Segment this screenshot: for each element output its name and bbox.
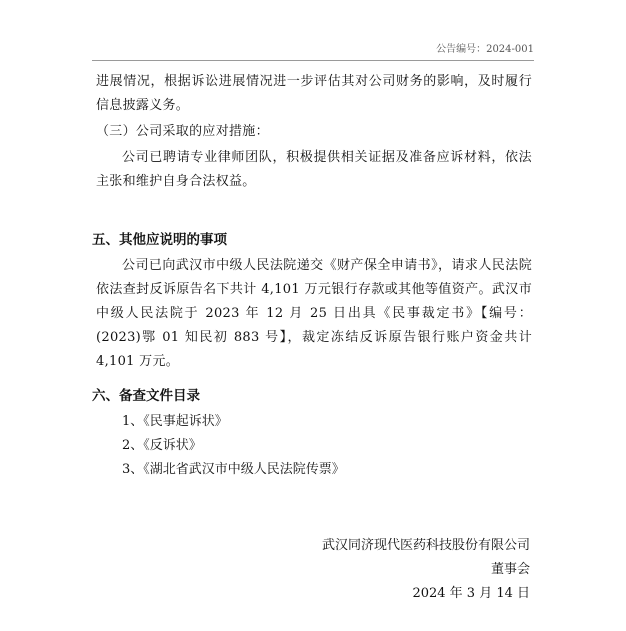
measures-subheading: （三）公司采取的应对措施： bbox=[96, 124, 269, 139]
progress-paragraph: 进展情况，根据诉讼进展情况进一步评估其对公司财务的影响，及时履行信息披露义务。 bbox=[96, 74, 532, 113]
reference-document-item: 1、《民事起诉状》 bbox=[122, 414, 228, 429]
announcement-number: 公告编号：2024-001 bbox=[436, 44, 534, 55]
signature-date: 2024 年 3 月 14 日 bbox=[412, 586, 530, 601]
measures-paragraph: 公司已聘请专业律师团队，积极提供相关证据及准备应诉材料，依法主张和维护自身合法权益。 bbox=[96, 150, 532, 189]
section-5-heading: 五、其他应说明的事项 bbox=[92, 232, 227, 248]
reference-document-item: 2、《反诉状》 bbox=[122, 438, 202, 453]
header-divider bbox=[92, 60, 534, 61]
reference-document-item: 3、《湖北省武汉市中级人民法院传票》 bbox=[122, 462, 345, 477]
section-6-heading: 六、备查文件目录 bbox=[92, 388, 200, 404]
signature-company: 武汉同济现代医药科技股份有限公司 bbox=[321, 538, 530, 553]
signature-board: 董事会 bbox=[490, 562, 530, 577]
section-5-paragraph: 公司已向武汉市中级人民法院递交《财产保全申请书》，请求人民法院依法查封反诉原告名下共计 4,101 万元银行存款或其他等值资产。武汉市中级人民法院于 2023 年 12 月 25 日出具《民事裁定书》【编号：(2023)鄂 01 知民初 883 号】，裁定冻结反诉原告银行账户资金共计 4,101 万元。 bbox=[96, 258, 532, 369]
